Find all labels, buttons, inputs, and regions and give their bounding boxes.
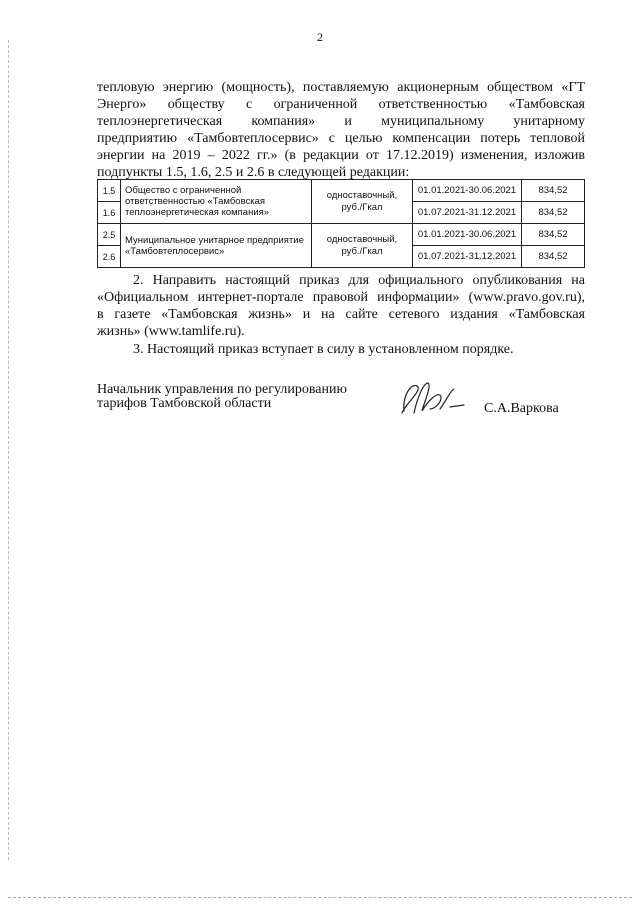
row-number: 1.5 (98, 180, 121, 202)
organization-cell: Муниципальное унитарное предприятие «Тамбовтеплосервис» (121, 224, 312, 268)
scan-footer-line (8, 897, 632, 898)
tariff-value-cell: 834,52 (522, 224, 585, 246)
period-cell: 01.01.2021-30.06.2021 (413, 180, 522, 202)
tariff-value-cell: 834,52 (522, 202, 585, 224)
unit-cell: одноставочный, руб./Гкал (312, 180, 413, 224)
signer-name: С.А.Варкова (484, 401, 559, 416)
point-2-line: «Официальном интернет-портале правовой информации» (www.pravo.gov.ru), (97, 290, 585, 305)
scan-margin-line (8, 40, 10, 860)
intro-line: подпункты 1.5, 1.6, 2.5 и 2.6 в следующей редакции: (97, 165, 410, 180)
point-3-paragraph (97, 341, 585, 358)
signer-title (97, 383, 347, 411)
period-cell: 01.07.2021-31.12.2021 (413, 202, 522, 224)
intro-line: тепловую энергию (мощность), поставляемую акционерным обществом «ГТ (97, 80, 585, 95)
table-row (98, 180, 585, 202)
point-2-paragraph (97, 272, 585, 340)
period-cell: 01.01.2021-30.06.2021 (413, 224, 522, 246)
intro-line: теплоэнергетическая компания» и муниципальному унитарному (97, 114, 585, 129)
page-number: 2 (317, 30, 323, 44)
period-cell: 01.07.2021-31.12.2021 (413, 246, 522, 268)
tariff-value-cell: 834,52 (522, 180, 585, 202)
organization-cell: Общество с ограниченной ответственностью «Тамбовская теплоэнергетическая компания» (121, 180, 312, 224)
unit-cell: одноставочный, руб./Гкал (312, 224, 413, 268)
tariff-value-cell: 834,52 (522, 246, 585, 268)
point-2-line: жизнь» (www.tamlife.ru). (97, 324, 245, 339)
tariff-table (97, 179, 585, 268)
intro-paragraph (97, 79, 585, 181)
point-3-line: 3. Настоящий приказ вступает в силу в установленном порядке. (133, 342, 514, 357)
intro-line: энергии на 2019 – 2022 гг.» (в редакции от 17.12.2019) изменения, изложив (97, 148, 585, 163)
row-number: 1.6 (98, 202, 121, 224)
point-2-line: 2. Направить настоящий приказ для официального опубликования на (133, 273, 585, 288)
signature-image (384, 373, 474, 423)
table-row (98, 224, 585, 246)
signer-title-line: тарифов Тамбовской области (97, 396, 272, 411)
point-2-line: в газете «Тамбовская жизнь» и на сайте сетевого издания «Тамбовская (97, 307, 585, 322)
row-number: 2.6 (98, 246, 121, 268)
signer-title-line: Начальник управления по регулированию (97, 382, 347, 397)
row-number: 2.5 (98, 224, 121, 246)
intro-line: предприятию «Тамбовтеплосервис» с целью компенсации потерь тепловой (97, 131, 585, 146)
intro-line: Энерго» обществу с ограниченной ответственностью «Тамбовская (97, 97, 585, 112)
